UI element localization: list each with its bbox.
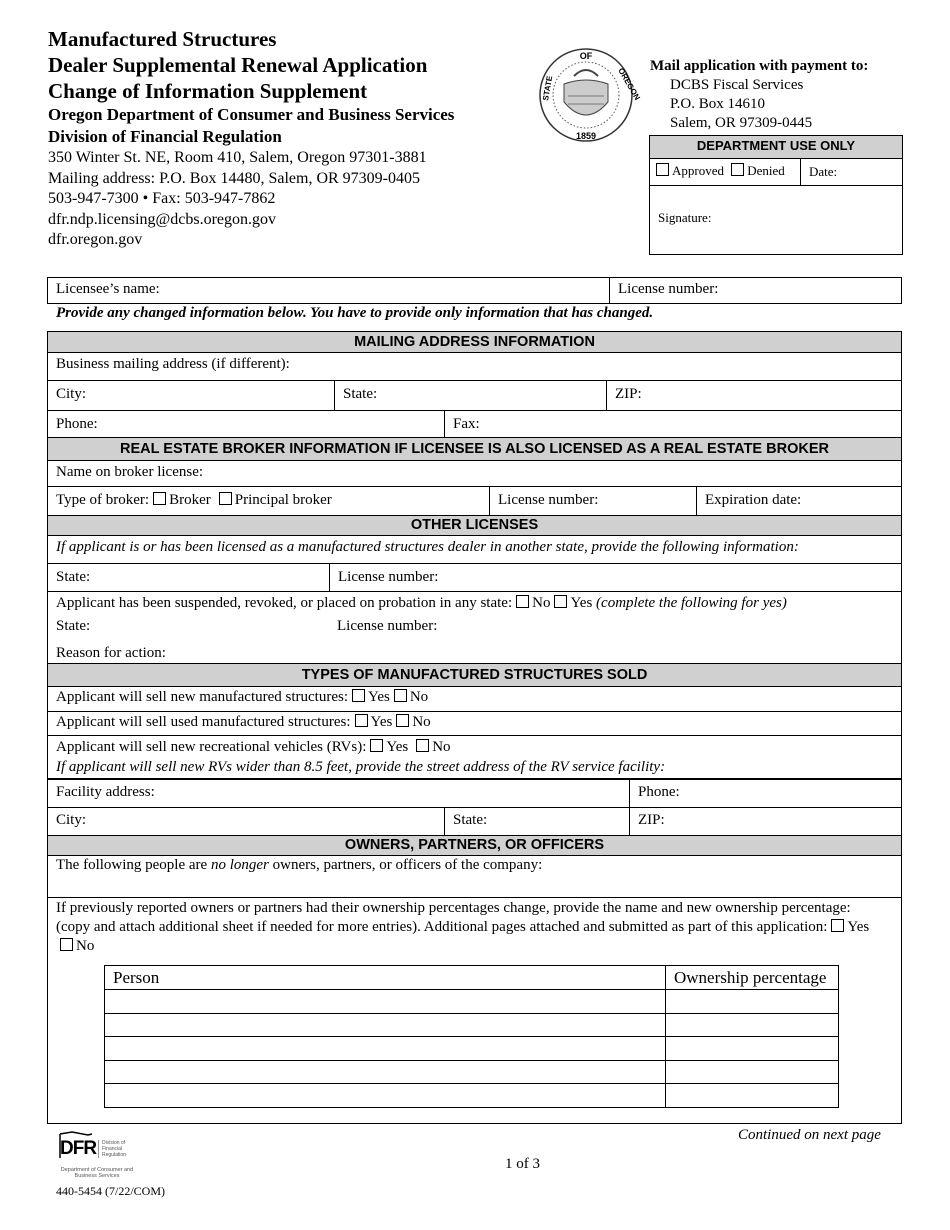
svg-text:OREGON: OREGON bbox=[616, 66, 642, 102]
instructions-note: Provide any changed information below. You have to provide only information that has changed. bbox=[56, 305, 654, 321]
person-cell[interactable] bbox=[105, 1037, 666, 1061]
business-mailing-field[interactable]: Business mailing address (if different): bbox=[56, 356, 290, 372]
denied-checkbox[interactable] bbox=[731, 163, 744, 176]
col-percentage-header: Ownership percentage bbox=[666, 966, 839, 990]
no-longer-owners-field[interactable] bbox=[48, 856, 901, 897]
rv-facility-note: If applicant will sell new RVs wider than 8.5 feet, provide the street address of the RV service facility: bbox=[56, 759, 666, 775]
principal-broker-checkbox[interactable] bbox=[219, 492, 232, 505]
sell-new-yes-label: Yes bbox=[368, 689, 390, 705]
broker-header: REAL ESTATE BROKER INFORMATION IF LICENSEE IS ALSO LICENSED AS A REAL ESTATE BROKER bbox=[47, 437, 902, 461]
person-cell[interactable] bbox=[105, 990, 666, 1014]
dfr-logo-division: Division of Financial Regulation bbox=[98, 1140, 144, 1158]
mail-to-line-3: Salem, OR 97309-0445 bbox=[670, 115, 813, 131]
table-row bbox=[105, 1013, 839, 1037]
sell-new-question: Applicant will sell new manufactured structures: bbox=[56, 689, 348, 705]
percentage-cell[interactable] bbox=[666, 1013, 839, 1037]
mail-to-line-2: P.O. Box 14610 bbox=[670, 96, 766, 112]
sell-rv-question: Applicant will sell new recreational vehicles (RVs): bbox=[56, 739, 367, 755]
sell-used-question: Applicant will sell used manufactured structures: bbox=[56, 714, 351, 730]
agency: Oregon Department of Consumer and Business Services bbox=[48, 105, 455, 124]
department-use-box bbox=[649, 135, 903, 255]
state-field[interactable]: State: bbox=[334, 381, 606, 410]
no-longer-pre: The following people are bbox=[56, 857, 211, 873]
suspended-state-field[interactable]: State: bbox=[56, 618, 91, 634]
suspended-no-label: No bbox=[532, 595, 551, 611]
oregon-state-seal bbox=[538, 46, 642, 144]
approved-label: Approved bbox=[672, 163, 724, 178]
facility-address-field[interactable]: Facility address: bbox=[56, 784, 155, 800]
licensee-name-field[interactable]: Licensee’s name: bbox=[56, 281, 160, 297]
principal-broker-label: Principal broker bbox=[234, 492, 332, 508]
dfr-logo-dept: Department of Consumer and Business Services bbox=[60, 1167, 134, 1179]
header-block bbox=[48, 26, 454, 251]
person-cell[interactable] bbox=[105, 1084, 666, 1108]
broker-type-group bbox=[48, 487, 489, 515]
table-row bbox=[105, 990, 839, 1014]
facility-zip-field[interactable]: ZIP: bbox=[629, 808, 901, 835]
mailing-header: MAILING ADDRESS INFORMATION bbox=[47, 331, 902, 353]
dfr-logo-text: DFR bbox=[60, 1138, 97, 1159]
sell-rv-yes-label: Yes bbox=[386, 739, 409, 755]
percentage-cell[interactable] bbox=[666, 990, 839, 1014]
ownership-change-text: If previously reported owners or partners had their ownership percentages change, provide the name and new ownership percentage: (copy and attach additional sheet if needed for more entries). Additional pages attached and submitted as part of this application: bbox=[56, 900, 851, 935]
dfr-logo bbox=[58, 1130, 148, 1178]
title-1: Manufactured Structures bbox=[48, 27, 277, 51]
percentage-cell[interactable] bbox=[666, 1037, 839, 1061]
suspended-yes-checkbox[interactable] bbox=[554, 595, 567, 608]
additional-pages-no-checkbox[interactable] bbox=[60, 938, 73, 951]
suspension-block bbox=[47, 591, 902, 664]
mail-to-line-1: DCBS Fiscal Services bbox=[670, 77, 804, 93]
seal-year: 1859 bbox=[575, 131, 597, 141]
other-licenses-header: OTHER LICENSES bbox=[47, 515, 902, 536]
additional-pages-yes-label: Yes bbox=[847, 919, 870, 935]
additional-pages-yes-checkbox[interactable] bbox=[831, 919, 844, 932]
other-state-field[interactable]: State: bbox=[56, 569, 91, 585]
sell-rv-no-label: No bbox=[432, 739, 451, 755]
website: dfr.oregon.gov bbox=[48, 231, 143, 248]
types-header: TYPES OF MANUFACTURED STRUCTURES SOLD bbox=[47, 663, 902, 687]
department-use-title: DEPARTMENT USE ONLY bbox=[650, 136, 902, 159]
sell-rv-no-checkbox[interactable] bbox=[416, 739, 429, 752]
denied-label: Denied bbox=[747, 163, 785, 178]
facility-city-field[interactable]: City: bbox=[56, 812, 87, 828]
mail-to-block bbox=[650, 57, 868, 133]
broker-name-field[interactable]: Name on broker license: bbox=[56, 464, 204, 480]
other-license-number-field[interactable]: License number: bbox=[329, 564, 901, 591]
title-3: Change of Information Supplement bbox=[48, 79, 368, 103]
percentage-cell[interactable] bbox=[666, 1084, 839, 1108]
sell-used-no-checkbox[interactable] bbox=[396, 714, 409, 727]
additional-pages-no-label: No bbox=[76, 938, 95, 954]
suspended-question: Applicant has been suspended, revoked, or placed on probation in any state: bbox=[56, 595, 513, 611]
sell-rv-yes-checkbox[interactable] bbox=[370, 739, 383, 752]
suspended-yes-label: Yes bbox=[570, 595, 593, 611]
mail-to-label: Mail application with payment to: bbox=[650, 58, 869, 74]
table-row bbox=[105, 1084, 839, 1108]
sell-used-yes-label: Yes bbox=[370, 714, 393, 730]
licensee-row bbox=[47, 277, 902, 304]
ownership-table bbox=[104, 965, 839, 1108]
email: dfr.ndp.licensing@dcbs.oregon.gov bbox=[48, 210, 277, 228]
zip-field[interactable]: ZIP: bbox=[606, 381, 901, 410]
table-row bbox=[105, 1060, 839, 1084]
street-address: 350 Winter St. NE, Room 410, Salem, Oregon 97301-3881 bbox=[48, 149, 427, 166]
sell-used-yes-checkbox[interactable] bbox=[355, 714, 368, 727]
owners-header: OWNERS, PARTNERS, OR OFFICERS bbox=[47, 835, 902, 856]
broker-expiration-field[interactable]: Expiration date: bbox=[696, 487, 901, 515]
person-cell[interactable] bbox=[105, 1013, 666, 1037]
fax-field[interactable]: Fax: bbox=[444, 411, 901, 437]
sell-used-no-label: No bbox=[412, 714, 431, 730]
percentage-cell[interactable] bbox=[666, 1060, 839, 1084]
facility-state-field[interactable]: State: bbox=[444, 808, 629, 835]
continued-note: Continued on next page bbox=[738, 1127, 881, 1143]
other-licenses-note: If applicant is or has been licensed as a manufactured structures dealer in another state, provide the following information: bbox=[56, 539, 799, 555]
person-cell[interactable] bbox=[105, 1060, 666, 1084]
reason-field[interactable]: Reason for action: bbox=[56, 645, 166, 661]
broker-checkbox[interactable] bbox=[153, 492, 166, 505]
broker-option-label: Broker bbox=[169, 492, 211, 508]
no-longer-emphasis: no longer bbox=[210, 857, 269, 873]
suspended-no-checkbox[interactable] bbox=[516, 595, 529, 608]
sell-new-no-checkbox[interactable] bbox=[394, 689, 407, 702]
broker-license-number-field[interactable]: License number: bbox=[489, 487, 696, 515]
mailing-address: Mailing address: P.O. Box 14480, Salem, OR 97309-0405 bbox=[48, 169, 420, 187]
suspended-yes-note: (complete the following for yes) bbox=[596, 595, 787, 611]
license-number-field[interactable]: License number: bbox=[609, 278, 901, 303]
city-field[interactable]: City: bbox=[56, 386, 87, 402]
page-number: 1 of 3 bbox=[505, 1156, 540, 1172]
approved-checkbox[interactable] bbox=[656, 163, 669, 176]
phone-fax: 503-947-7300 • Fax: 503-947-7862 bbox=[48, 190, 276, 207]
sell-new-yes-checkbox[interactable] bbox=[352, 689, 365, 702]
table-row bbox=[105, 1037, 839, 1061]
facility-phone-field[interactable]: Phone: bbox=[629, 780, 901, 807]
svg-text:STATE: STATE bbox=[541, 75, 555, 102]
title-2: Dealer Supplemental Renewal Application bbox=[48, 53, 428, 77]
phone-field[interactable]: Phone: bbox=[56, 416, 98, 432]
no-longer-post: owners, partners, or officers of the company: bbox=[268, 857, 543, 873]
signature-field[interactable]: Signature: bbox=[658, 210, 712, 225]
ownership-change-block bbox=[47, 897, 902, 1124]
date-field[interactable]: Date: bbox=[801, 158, 902, 186]
col-person-header: Person bbox=[105, 966, 666, 990]
sell-new-no-label: No bbox=[409, 689, 429, 705]
broker-type-label: Type of broker: bbox=[56, 492, 150, 508]
form-number: 440-5454 (7/22/COM) bbox=[56, 1184, 165, 1198]
suspended-license-number-field[interactable]: License number: bbox=[337, 618, 438, 634]
division: Division of Financial Regulation bbox=[48, 127, 282, 146]
svg-text:OF: OF bbox=[579, 51, 593, 61]
